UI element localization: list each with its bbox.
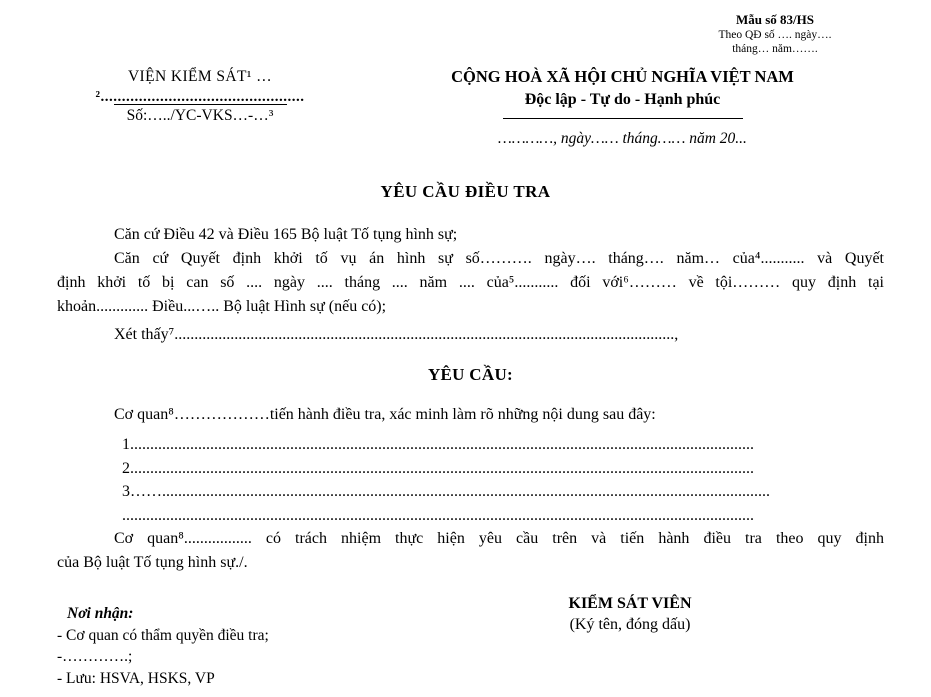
agency-name-fill-line: ²................................................ <box>95 89 305 105</box>
closing-line-1: Cơ quan⁸................. có trách nhiệm thực hiện yêu cầu trên và tiến hành điều tra theo quy định <box>114 530 884 547</box>
paragraph-2-line-1: Căn cứ Quyết định khởi tố vụ án hình sự số………. ngày…. tháng…. năm… của⁴........... và Quyết <box>114 250 884 267</box>
request-intro-line: Cơ quan⁸………………tiến hành điều tra, xác minh làm rõ những nội dung sau đây: <box>114 406 656 423</box>
request-item-2: 2............................................................................................................................................................ <box>122 459 754 477</box>
request-items-list <box>122 433 884 527</box>
legal-basis-paragraph-1: Căn cứ Điều 42 và Điều 165 Bộ luật Tố tụng hình sự; <box>114 226 458 243</box>
request-item-extra-line: .............................................................................................................................................................. <box>122 506 754 524</box>
signature-block <box>490 593 770 635</box>
recipients-heading: Nơi nhận: <box>67 605 134 622</box>
form-number: Mẫu số 83/HS <box>735 12 814 27</box>
document-number: Số:…../YC-VKS…-…³ <box>126 107 274 124</box>
document-footer <box>0 591 931 697</box>
country-name: CỘNG HOÀ XÃ HỘI CHỦ NGHĨA VIỆT NAM <box>451 67 794 86</box>
request-item-1: 1............................................................................................................................................................ <box>122 436 754 453</box>
signer-title: KIỂM SÁT VIÊN <box>568 595 692 612</box>
recipient-item-1: - Cơ quan có thẩm quyền điều tra; <box>57 626 269 644</box>
place-date-line: …………, ngày…… tháng…… năm 20... <box>498 130 747 147</box>
form-decision-line: Theo QĐ số …. ngày…. <box>718 29 832 41</box>
recipient-item-3: - Lưu: HSVA, HSKS, VP <box>57 669 215 687</box>
issuing-agency-block <box>60 66 340 149</box>
request-item-3: 3……........................................................................................................................................................ <box>122 483 770 500</box>
consideration-line: Xét thấy⁷............................................................................................................................., <box>114 326 679 343</box>
paragraph-2-line-3: khoản............. Điều...….. Bộ luật Hình sự (nếu có); <box>57 298 387 315</box>
legal-basis-paragraph-2 <box>57 247 884 319</box>
form-decision-line2: tháng… năm……. <box>732 43 818 55</box>
request-section-heading: YÊU CẦU: <box>427 365 514 384</box>
recipient-item-2: -………….; <box>57 648 133 665</box>
national-motto: Độc lập - Tự do - Hạnh phúc <box>524 91 721 108</box>
national-header-block <box>340 66 931 149</box>
paragraph-2-line-2: định khởi tố bị can số .... ngày .... tháng .... năm .... của⁵........... đối với⁶……… về tội……… quy định tại <box>57 274 884 291</box>
closing-line-2: của Bộ luật Tố tụng hình sự./. <box>57 554 248 571</box>
document-body <box>0 223 931 575</box>
document-title: YÊU CẦU ĐIỀU TRA <box>380 182 551 201</box>
closing-paragraph <box>57 527 884 575</box>
form-reference-block <box>695 12 855 56</box>
document-header <box>0 66 931 149</box>
signer-instruction: (Ký tên, đóng dấu) <box>569 616 691 633</box>
agency-name: VIỆN KIỂM SÁT¹ … <box>127 68 273 85</box>
motto-separator-line <box>503 118 743 119</box>
